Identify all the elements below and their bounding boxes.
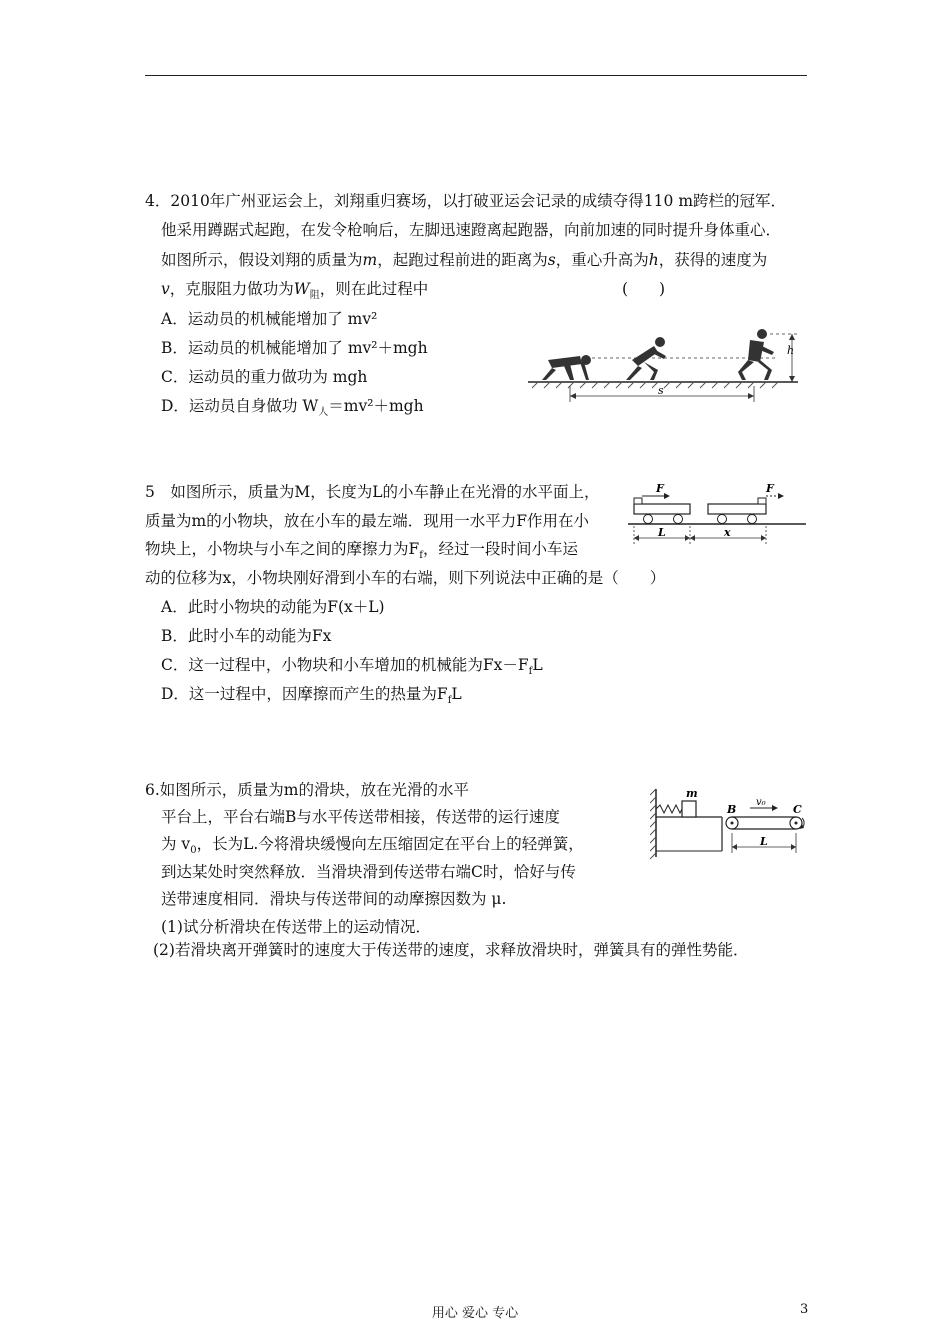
q6-fig-v0-label: v₀	[756, 797, 766, 808]
header-rule	[145, 75, 807, 76]
q4-option-a: A．运动员的机械能增加了 mv²	[161, 310, 378, 328]
q6-fig-C-label: C	[793, 803, 802, 816]
page-footer: 用心 爱心 专心	[431, 1306, 519, 1321]
q5-fig-L-label: L	[658, 526, 666, 539]
page-number: 3	[800, 1302, 809, 1317]
q5-fig-F2-label: F	[766, 482, 774, 495]
q5-line2: 质量为m的小物块，放在小车的最左端．现用一水平力F作用在小	[145, 512, 589, 530]
q4-line3: 如图所示，假设刘翔的质量为m，起跑过程前进的距离为s，重心升高为h，获得的速度为	[161, 251, 768, 269]
q5-option-a: A．此时小物块的动能为F(x＋L)	[161, 598, 385, 616]
q6-fig-B-label: B	[727, 803, 737, 816]
q5-option-b: B．此时小车的动能为Fx	[161, 627, 332, 645]
q4-option-d: D．运动员自身做功 $W_人=mv^2+mgh$	[161, 397, 424, 419]
q5-fig-F1-label: F	[656, 482, 664, 495]
q5-line4: 动的位移为x，小物块刚好滑到小车的右端，则下列说法中正确的是（ ）	[145, 569, 666, 587]
q5-line1: 5 如图所示，质量为M，长度为L的小车静止在光滑的水平面上，	[145, 483, 600, 501]
q6-line3: 为 $v_0$，长为L.今将滑块缓慢向左压缩固定在平台上的轻弹簧，	[161, 835, 584, 857]
q4-option-b: B．运动员的机械能增加了 mv²＋mgh	[161, 339, 428, 357]
q6-fig-m-label: m	[686, 787, 698, 800]
q6-line5: 送带速度相同．滑块与传送带间的动摩擦因数为 μ.	[161, 890, 507, 908]
q6-subquestion-1: (1)试分析滑块在传送带上的运动情况．	[161, 918, 431, 936]
q4-answer-paren: ( )	[622, 280, 666, 298]
q6-line1: 6.如图所示，质量为m的滑块，放在光滑的水平	[145, 781, 469, 799]
q5-fig-x-label: x	[724, 526, 731, 539]
q6-conveyor-figure	[650, 785, 815, 861]
q5-option-c: C．这一过程中，小物块和小车增加的机械能为$Fx-F_fL$	[161, 656, 543, 678]
q4-line2: 他采用蹲踞式起跑，在发令枪响后，左脚迅速蹬离起跑器，向前加速的同时提升身体重心．	[161, 221, 782, 239]
q4-line4: v，克服阻力做功为$W_阻$，则在此过程中	[161, 280, 429, 302]
q4-sprinter-figure	[528, 322, 808, 410]
q5-line3: 物块上，小物块与小车之间的摩擦力为$F_f$，经过一段时间小车运	[145, 540, 578, 562]
q6-subquestion-2: (2)若滑块离开弹簧时的速度大于传送带的速度，求释放滑块时，弹簧具有的弹性势能．	[153, 941, 749, 959]
q6-line2: 平台上，平台右端B与水平传送带相接，传送带的运行速度	[161, 808, 560, 826]
q4-line1: 4．2010年广州亚运会上，刘翔重归赛场，以打破亚运会记录的成绩夺得110 m跨栏的冠军．	[145, 192, 787, 210]
q4-fig-s-label: s	[658, 384, 664, 397]
q4-option-c: C．运动员的重力做功为 mgh	[161, 368, 368, 386]
q4-fig-h-label: h	[787, 344, 795, 357]
q6-fig-L-label: L	[760, 835, 768, 848]
q5-option-d: D．这一过程中，因摩擦而产生的热量为$F_fL$	[161, 685, 462, 707]
q6-line4: 到达某处时突然释放．当滑块滑到传送带右端C时，恰好与传	[161, 863, 576, 881]
q5-cart-figure	[628, 478, 808, 548]
